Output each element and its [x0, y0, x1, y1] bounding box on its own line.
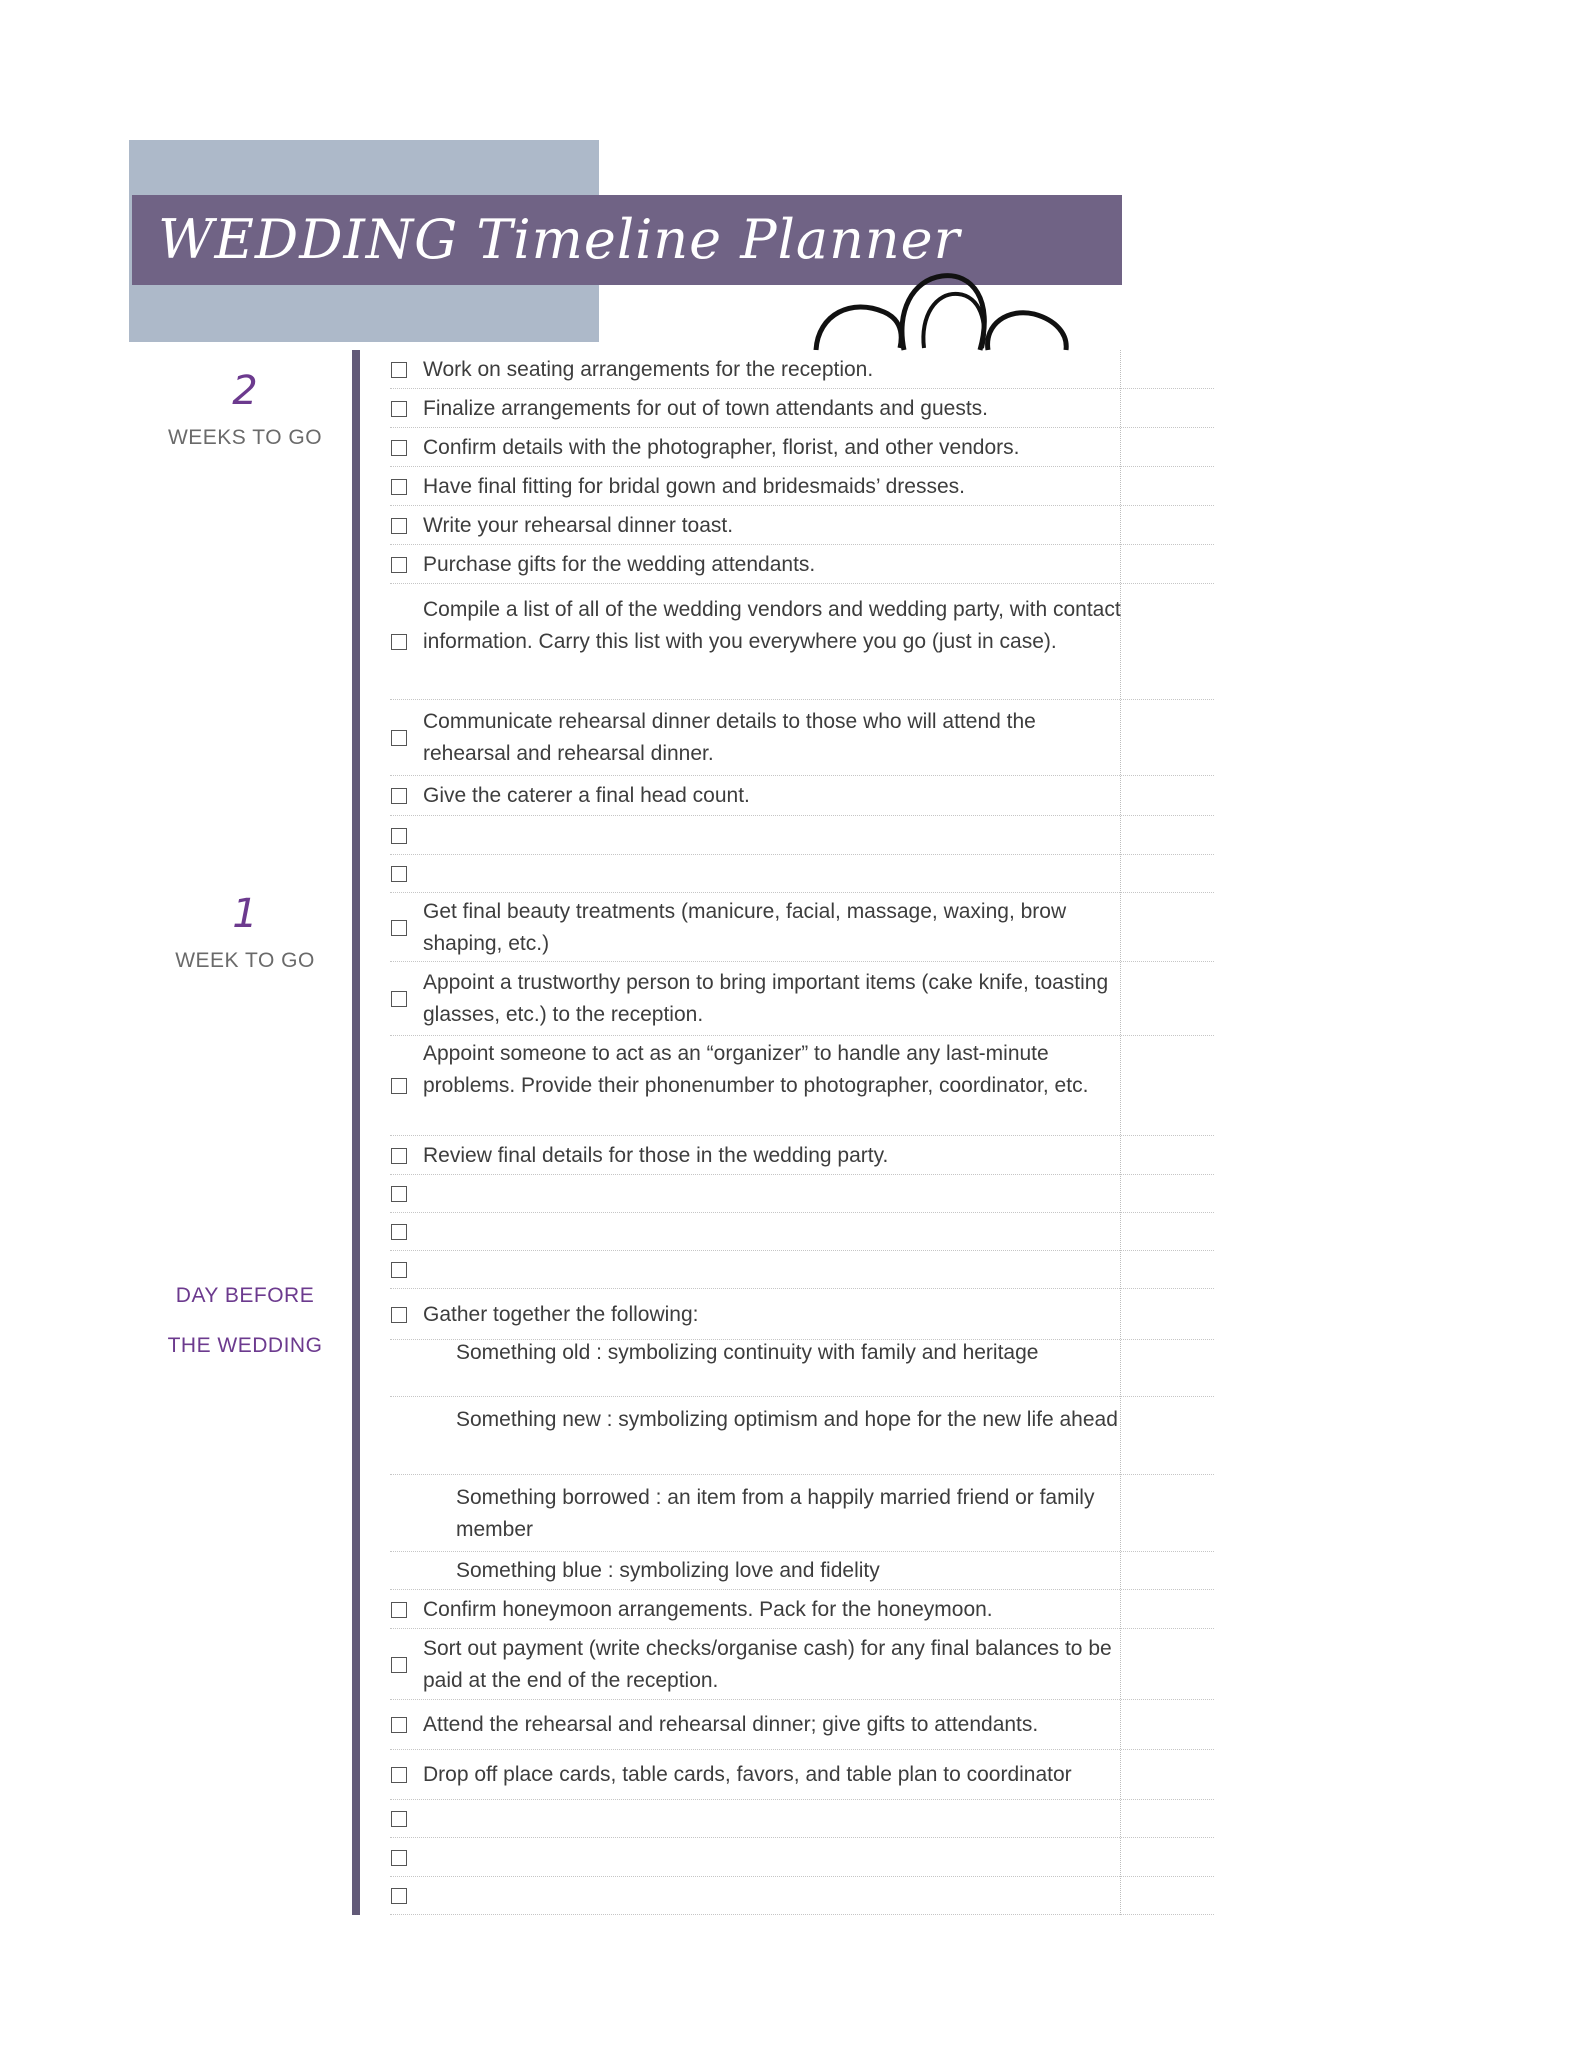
task-checkbox[interactable] [391, 479, 407, 495]
task-text: Have final fitting for bridal gown and bridesmaids’ dresses. [423, 475, 965, 498]
task-row [390, 584, 1214, 700]
task-row [390, 1036, 1214, 1136]
subitem-text: Something blue : symbolizing love and fidelity [456, 1559, 880, 1582]
task-text: Compile a list of all of the wedding vendors and wedding party, with contact information. Carry this list with you everywhere you go (just in case). [423, 598, 1121, 653]
task-row [390, 1136, 1214, 1175]
task-row [390, 855, 1214, 893]
section-number: 1 [232, 891, 258, 937]
task-checkbox[interactable] [391, 1811, 407, 1827]
section-number: 2 [232, 368, 258, 414]
task-text: Finalize arrangements for out of town attendants and guests. [423, 397, 989, 420]
task-checkbox[interactable] [391, 1186, 407, 1202]
task-checkbox[interactable] [391, 788, 407, 804]
task-row [390, 1397, 1214, 1475]
task-row [390, 506, 1214, 545]
task-checkbox[interactable] [391, 991, 407, 1007]
task-text: Appoint someone to act as an “organizer” to handle any last-minute problems. Provide their phonenumber to photographer, coordinator, etc. [423, 1042, 1089, 1097]
task-checkbox[interactable] [391, 1888, 407, 1904]
task-checkbox[interactable] [391, 557, 407, 573]
task-text: Review final details for those in the wedding party. [423, 1144, 889, 1167]
task-checkbox[interactable] [391, 401, 407, 417]
task-text: Gather together the following: [423, 1303, 699, 1326]
task-checkbox[interactable] [391, 1224, 407, 1240]
task-row [390, 962, 1214, 1036]
task-checkbox[interactable] [391, 1078, 407, 1094]
task-row [390, 1838, 1214, 1877]
task-row [390, 389, 1214, 428]
task-text: Work on seating arrangements for the reception. [423, 358, 874, 381]
task-text: Attend the rehearsal and rehearsal dinner; give gifts to attendants. [423, 1713, 1039, 1736]
task-text: Give the caterer a final head count. [423, 784, 750, 807]
subitem-text: Something new : symbolizing optimism and hope for the new life ahead [456, 1408, 1118, 1431]
task-checkbox[interactable] [391, 828, 407, 844]
task-checkbox[interactable] [391, 866, 407, 882]
task-checkbox[interactable] [391, 1850, 407, 1866]
page-title: WEDDING Timeline Planner [158, 208, 961, 271]
task-row [390, 893, 1214, 962]
subitem-text: Something borrowed : an item from a happily married friend or family member [456, 1486, 1095, 1541]
task-checkbox[interactable] [391, 1657, 407, 1673]
task-row [390, 1475, 1214, 1552]
task-text: Communicate rehearsal dinner details to those who will attend the rehearsal and rehearsal dinner. [423, 710, 1036, 765]
task-checkbox[interactable] [391, 1602, 407, 1618]
task-text: Appoint a trustworthy person to bring important items (cake knife, toasting glasses, etc.) to the reception. [423, 971, 1109, 1026]
task-row [390, 816, 1214, 855]
rings-flourish-icon [812, 272, 1072, 352]
task-row [390, 1175, 1214, 1213]
task-checkbox[interactable] [391, 518, 407, 534]
section-label-line1: DAY BEFORE [175, 1284, 315, 1307]
task-row [390, 1552, 1214, 1590]
task-checkbox[interactable] [391, 1148, 407, 1164]
task-text: Confirm honeymoon arrangements. Pack for the honeymoon. [423, 1598, 993, 1621]
task-checkbox[interactable] [391, 730, 407, 746]
task-row [390, 700, 1214, 776]
task-row [390, 1340, 1214, 1397]
subitem-text: Something old : symbolizing continuity with family and heritage [456, 1341, 1039, 1364]
task-checkbox[interactable] [391, 1307, 407, 1323]
task-row [390, 1700, 1214, 1750]
task-row [390, 1213, 1214, 1251]
section-two-weeks [150, 367, 340, 453]
task-row [390, 350, 1214, 389]
task-text: Drop off place cards, table cards, favors, and table plan to coordinator [423, 1763, 1072, 1786]
task-checkbox[interactable] [391, 362, 407, 378]
task-row [390, 1877, 1214, 1915]
timeline-bar [352, 350, 360, 1915]
section-one-week [150, 890, 340, 976]
task-row [390, 467, 1214, 506]
task-checkbox[interactable] [391, 1717, 407, 1733]
section-label: WEEK TO GO [175, 949, 315, 972]
task-text: Confirm details with the photographer, florist, and other vendors. [423, 436, 1020, 459]
task-row [390, 776, 1214, 816]
task-row [390, 1251, 1214, 1289]
task-row [390, 1800, 1214, 1838]
task-row [390, 1289, 1214, 1340]
task-text: Write your rehearsal dinner toast. [423, 514, 734, 537]
task-row [390, 1750, 1214, 1800]
task-checkbox[interactable] [391, 440, 407, 456]
task-text: Sort out payment (write checks/organise cash) for any final balances to be paid at the end of the reception. [423, 1637, 1112, 1692]
task-text: Get final beauty treatments (manicure, facial, massage, waxing, brow shaping, etc.) [423, 900, 1067, 955]
task-checkbox[interactable] [391, 1262, 407, 1278]
task-checkbox[interactable] [391, 920, 407, 936]
section-label: WEEKS TO GO [167, 426, 323, 449]
section-label-line2: THE WEDDING [167, 1334, 323, 1357]
task-row [390, 545, 1214, 584]
task-row [390, 428, 1214, 467]
section-day-before [150, 1271, 340, 1371]
task-checkbox[interactable] [391, 634, 407, 650]
task-row [390, 1629, 1214, 1700]
task-text: Purchase gifts for the wedding attendants. [423, 553, 816, 576]
task-checkbox[interactable] [391, 1767, 407, 1783]
task-row [390, 1590, 1214, 1629]
